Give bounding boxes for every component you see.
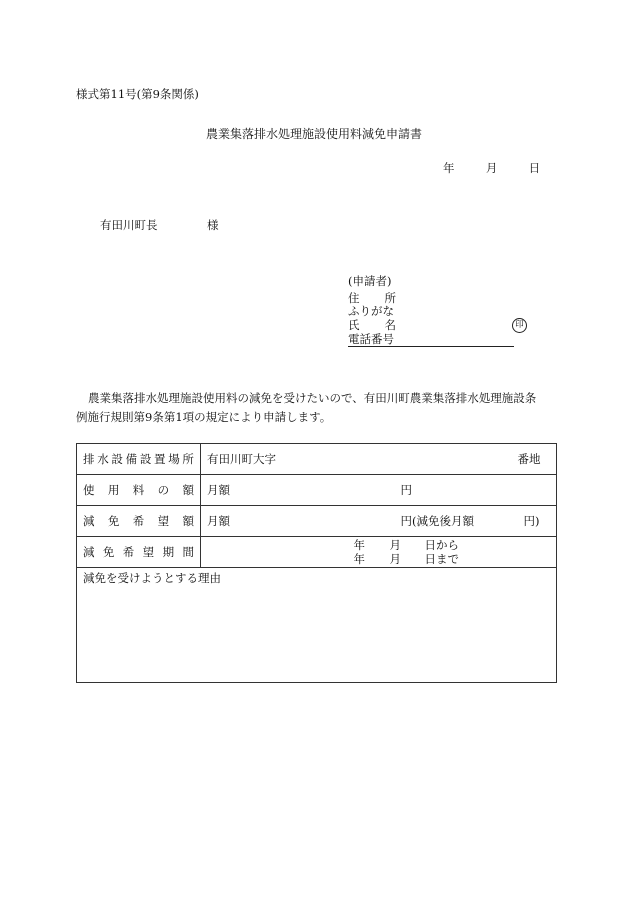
reason-label: 減免を受けようとする理由	[83, 571, 221, 585]
table-row-period	[77, 537, 557, 568]
applicant-heading: (申請者)	[348, 274, 392, 288]
usage-fee-yen: 円	[400, 483, 412, 497]
reduction-amount-input[interactable]	[201, 506, 557, 537]
date-month: 月	[485, 161, 498, 175]
period-to-year: 年	[353, 552, 365, 566]
date-field	[443, 160, 540, 176]
period-to-month: 月	[389, 552, 401, 566]
reduction-period-input[interactable]	[201, 537, 557, 568]
period-to-day: 日まで	[424, 552, 459, 566]
location-input[interactable]	[201, 444, 557, 475]
date-day: 日	[528, 161, 541, 175]
phone-label: 電話番号	[348, 332, 394, 346]
location-prefix: 有田川町大字	[207, 452, 276, 466]
label-reduction-period: 減 免 希 望 期 間	[77, 537, 201, 568]
label-equipment-location	[77, 444, 201, 475]
body-text-line-1: 農業集落排水処理施設使用料の減免を受けたいので、有田川町農業集落排水処理施設条	[88, 391, 537, 405]
label-reduction-amount: 減 免 希 望 額	[77, 506, 201, 537]
table-row-reduction-amount	[77, 506, 557, 537]
body-text-line-2: 例施行規則第9条第1項の規定により申請します。	[76, 410, 332, 424]
period-to	[207, 552, 550, 566]
seal-icon: 印	[512, 318, 527, 333]
reduction-monthly-label: 月額	[207, 514, 230, 528]
reason-field[interactable]	[77, 568, 557, 683]
label-usage-fee: 使 用 料 の 額	[77, 475, 201, 506]
table-row-reason	[77, 568, 557, 683]
period-from-year: 年	[353, 538, 365, 552]
document-title: 農業集落排水処理施設使用料減免申請書	[206, 127, 423, 141]
phone-field[interactable]	[348, 331, 514, 347]
addressee-honorific: 様	[207, 218, 219, 232]
table-row-location	[77, 444, 557, 475]
furigana-label: ふりがな	[348, 304, 394, 318]
location-suffix: 番地	[517, 452, 541, 466]
label-equipment-location-chars: 排 水 設 備 設 置 場 所	[83, 452, 194, 466]
table-row-fee	[77, 475, 557, 506]
name-label: 氏 名	[348, 318, 396, 332]
period-from-month: 月	[389, 538, 401, 552]
date-year: 年	[443, 161, 455, 175]
period-from-day: 日から	[424, 538, 459, 552]
reduction-after-yen: 円)	[523, 514, 540, 528]
addressee-name: 有田川町長	[100, 218, 158, 232]
period-from	[207, 538, 550, 552]
usage-fee-input[interactable]	[201, 475, 557, 506]
reduction-after-label: 円(減免後月額	[400, 514, 474, 528]
address-label: 住 所	[348, 291, 396, 305]
usage-fee-monthly-label: 月額	[207, 483, 230, 497]
form-number: 様式第11号(第9条関係)	[76, 87, 199, 101]
seal-mark	[512, 316, 527, 333]
application-table	[76, 443, 557, 683]
